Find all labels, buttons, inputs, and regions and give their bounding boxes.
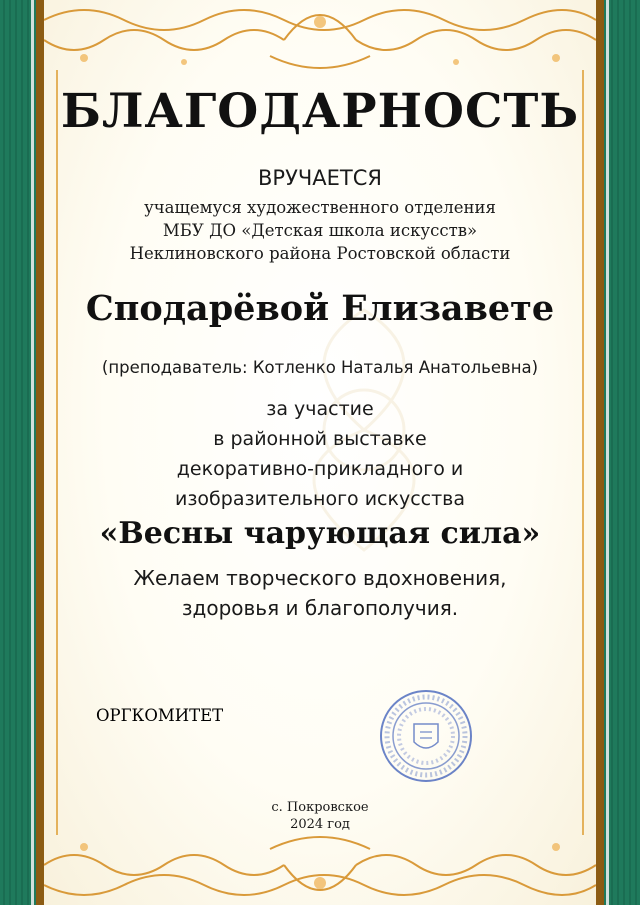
recipient-name: Сподарёвой Елизавете <box>85 288 555 329</box>
place-label: с. Покровское <box>271 800 369 815</box>
organizing-committee-label: ОРГКОМИТЕТ <box>96 706 224 725</box>
reason-line: в районной выставке <box>213 428 427 450</box>
reason-line: за участие <box>266 398 374 420</box>
certificate-title: БЛАГОДАРНОСТЬ <box>60 84 580 139</box>
recipient-org-line: МБУ ДО «Детская школа искусств» <box>162 221 478 240</box>
teacher-line: (преподаватель: Котленко Наталья Анатольевна) <box>101 358 539 377</box>
wish-line: Желаем творческого вдохновения, <box>133 566 507 590</box>
presented-label: ВРУЧАЕТСЯ <box>258 166 382 190</box>
year-label: 2024 год <box>290 817 350 832</box>
reason-line: изобразительного искусства <box>174 488 466 510</box>
official-stamp <box>378 688 474 784</box>
recipient-org-line: учащемуся художественного отделения <box>144 198 496 217</box>
wish-line: здоровья и благополучия. <box>181 596 459 620</box>
reason-line: декоративно-прикладного и <box>176 458 464 480</box>
exhibition-name: «Весны чарующая сила» <box>99 516 541 551</box>
recipient-org-line: Неклиновского района Ростовской области <box>129 244 511 263</box>
